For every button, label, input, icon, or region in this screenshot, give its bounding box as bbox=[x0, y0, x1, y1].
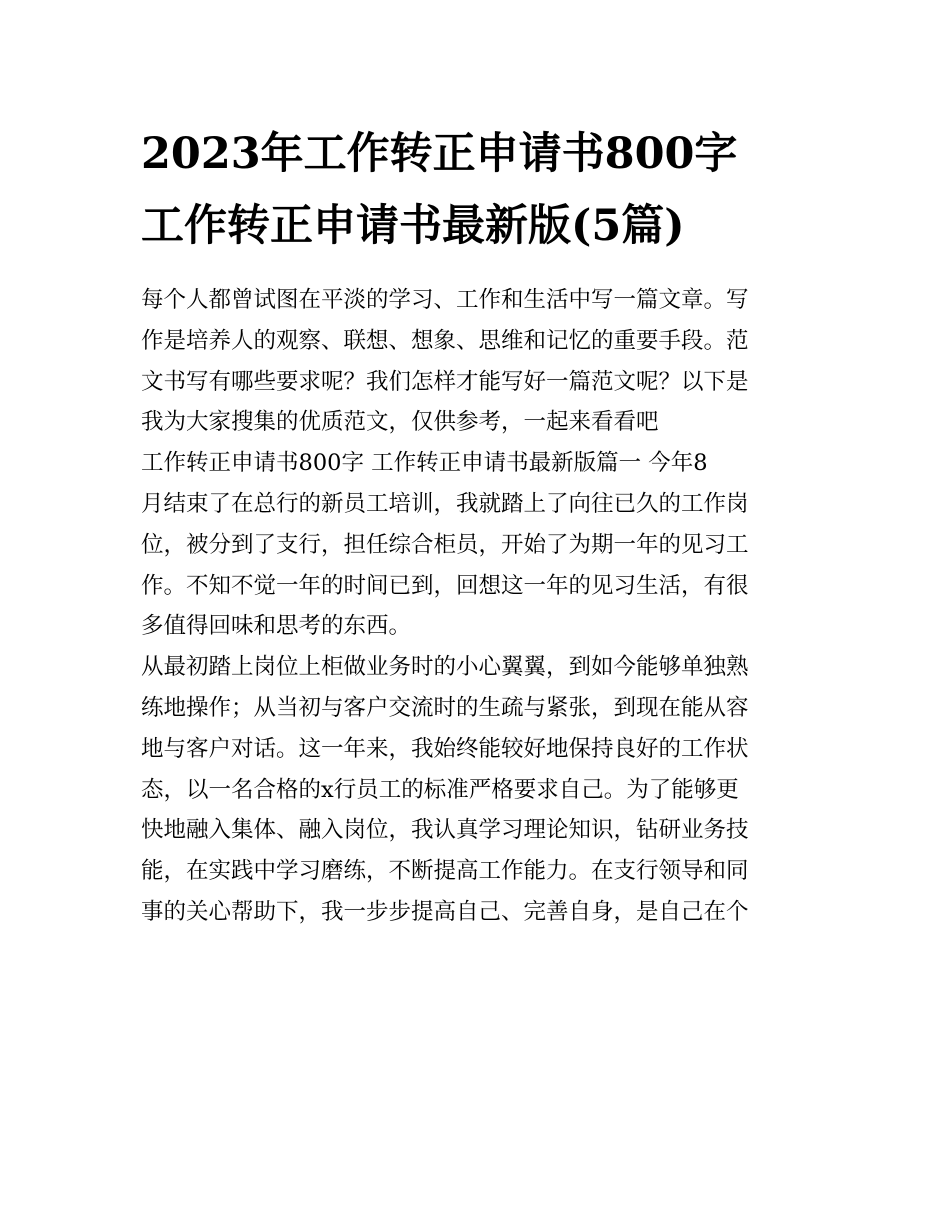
body-line: 从最初踏上岗位上柜做业务时的小心翼翼，到如今能够单独熟 bbox=[141, 654, 749, 681]
document-title bbox=[141, 118, 821, 262]
body-line: 我为大家搜集的优质范文，仅供参考，一起来看看吧 bbox=[141, 409, 659, 436]
body-line: 月结束了在总行的新员工培训，我就踏上了向往已久的工作岗 bbox=[141, 490, 749, 517]
body-line: 地与客户对话。这一年来，我始终能较好地保持良好的工作状 bbox=[141, 735, 749, 762]
body-line: 练地操作；从当初与客户交流时的生疏与紧张，到现在能从容 bbox=[141, 694, 749, 721]
body-line: 每个人都曾试图在平淡的学习、工作和生活中写一篇文章。写 bbox=[141, 287, 749, 313]
body-line: 快地融入集体、融入岗位，我认真学习理论知识，钻研业务技 bbox=[141, 817, 749, 844]
document-body bbox=[141, 280, 821, 933]
body-line: 能，在实践中学习磨练，不断提高工作能力。在支行领导和同 bbox=[141, 858, 749, 885]
body-line: 工作转正申请书800字 工作转正申请书最新版篇一 今年8 bbox=[141, 450, 708, 477]
title-line-1: 2023年工作转正申请书800字 bbox=[141, 129, 738, 179]
body-line: 位，被分到了支行，担任综合柜员，开始了为期一年的见习工 bbox=[141, 531, 749, 558]
body-line: 事的关心帮助下，我一步步提高自己、完善自身，是自己在个 bbox=[141, 898, 749, 925]
title-line-2: 工作转正申请书最新版(5篇) bbox=[141, 201, 685, 251]
body-line: 作。不知不觉一年的时间已到，回想这一年的见习生活，有很 bbox=[141, 572, 749, 599]
body-line: 文书写有哪些要求呢？我们怎样才能写好一篇范文呢？以下是 bbox=[141, 368, 749, 395]
body-line: 作是培养人的观察、联想、想象、思维和记忆的重要手段。范 bbox=[141, 327, 749, 354]
body-line: 多值得回味和思考的东西。 bbox=[141, 613, 412, 640]
body-line: 态，以一名合格的x行员工的标准严格要求自己。为了能够更 bbox=[141, 776, 739, 803]
